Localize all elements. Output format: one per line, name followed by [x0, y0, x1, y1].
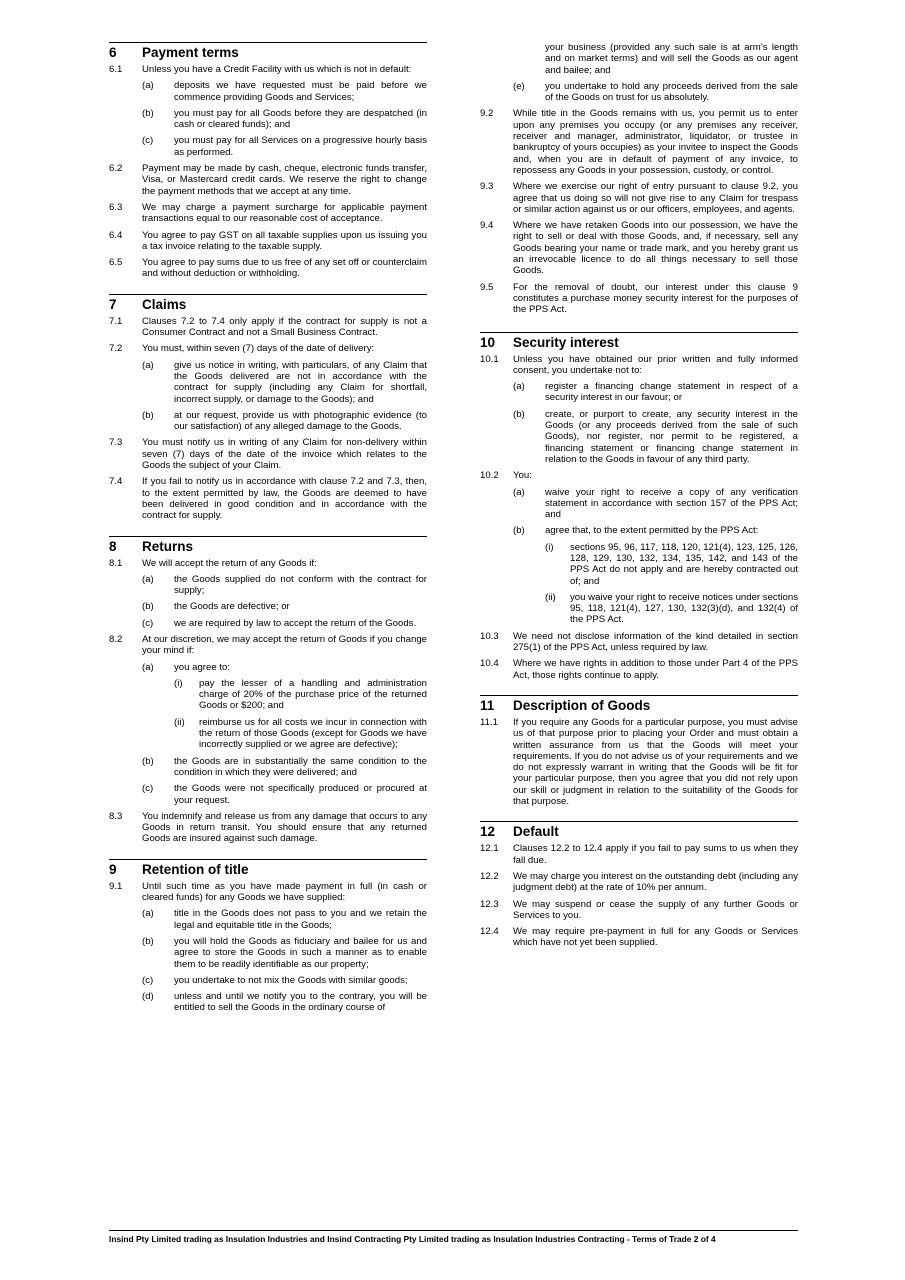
clause-number: (a)	[142, 359, 154, 371]
clause-text: We may charge a payment surcharge for applicable payment transactions equal to our reasonable cost of acceptance.	[142, 201, 427, 225]
clause-text: We may suspend or cease the supply of any further Goods or Services to you.	[513, 898, 798, 921]
section-title: Retention of title	[142, 861, 249, 877]
clause	[480, 181, 798, 215]
clause-number: (ii)	[174, 716, 185, 728]
subclause	[109, 991, 427, 1014]
subclause	[109, 574, 427, 597]
clause-text: Until such time as you have made payment in full (in cash or cleared funds) for any Goods we have supplied:	[142, 880, 427, 904]
section-title: Security interest	[513, 334, 619, 350]
section-title: Description of Goods	[513, 697, 651, 713]
clause-text: For the removal of doubt, our interest under this clause 9 constitutes a purchase money security interest for the purposes of the PPS Act.	[513, 281, 798, 316]
clause-number: (b)	[142, 409, 154, 421]
clause-number: (c)	[142, 783, 154, 795]
clause-text: you agree to:	[174, 661, 231, 673]
subclause	[109, 618, 427, 629]
clause-number: 10.1	[480, 353, 499, 365]
clause-number: 6.3	[109, 201, 123, 213]
clause-number: (a)	[513, 381, 525, 393]
clause-number: 7.1	[109, 315, 123, 327]
clause-number: (a)	[142, 80, 154, 92]
clause-text: you will hold the Goods as fiduciary and bailee for us and agree to store the Goods in such a manner as to enable them to be readily identifiable as our property;	[174, 935, 427, 970]
clause-text: We will accept the return of any Goods if:	[142, 557, 317, 569]
clause-text: deposits we have requested must be paid before we commence providing Goods and Services;	[174, 80, 427, 103]
subclause	[109, 756, 427, 779]
subclause	[480, 81, 798, 104]
clause-number: (d)	[142, 991, 154, 1003]
clause-text: We may require pre-payment in full for any Goods or Services which have not yet been supplied.	[513, 926, 798, 949]
clause-number: 8.1	[109, 557, 123, 569]
clause	[480, 282, 798, 316]
clause-number: (c)	[142, 135, 154, 147]
clause-text: You:	[513, 470, 532, 482]
subclause	[109, 908, 427, 931]
clause	[109, 437, 427, 471]
clause-number: 10.2	[480, 470, 499, 482]
section-heading	[109, 859, 427, 877]
clause-number: 6.5	[109, 257, 123, 269]
clause	[109, 881, 427, 904]
sub-subclause	[109, 678, 427, 712]
clause-text: you must pay for all Services on a progressive hourly basis as performed.	[174, 135, 427, 158]
section-heading	[109, 294, 427, 312]
clause-text: reimburse us for all costs we incur in connection with the return of those Goods (except for Goods we have incorrectly supplied or we agree are defective);	[199, 716, 427, 751]
clause-number: 11.1	[480, 716, 498, 728]
section-number: 9	[109, 861, 117, 877]
clause	[480, 871, 798, 894]
clause-number: (e)	[513, 80, 525, 92]
clause-number: 6.4	[109, 229, 123, 241]
subclause	[109, 410, 427, 433]
subclause	[109, 135, 427, 158]
section-heading	[109, 42, 427, 60]
left-column	[109, 42, 427, 1028]
section-title: Default	[513, 824, 559, 840]
clause-text: you undertake to not mix the Goods with similar goods;	[174, 974, 408, 986]
clause-text: the Goods are in substantially the same condition to the condition in which they were delivered; and	[174, 755, 427, 778]
clause-text: waive your right to receive a copy of any verification statement in accordance with section 157 of the PPS Act; and	[545, 486, 798, 521]
section-number: 7	[109, 296, 117, 312]
clause-number: 12.4	[480, 926, 499, 938]
clause-number: (b)	[142, 107, 154, 119]
clause	[109, 811, 427, 845]
clause-text: create, or purport to create, any security interest in the Goods (or any proceeds derived from the sale of such Goods), nor register, nor permit to be registered, a financing statement or financing change statement in relation to the Goods in favour of any third party.	[545, 408, 798, 465]
section-9	[109, 859, 427, 1014]
clause-text: you undertake to hold any proceeds derived from the sale of the Goods on trust for us absolutely.	[545, 80, 798, 104]
clause	[480, 926, 798, 949]
subclause	[109, 975, 427, 986]
subclause	[109, 80, 427, 103]
subclause	[109, 936, 427, 970]
section-6	[109, 42, 427, 280]
right-column	[480, 42, 798, 963]
clause-text: give us notice in writing, with particulars, of any Claim that the Goods delivered are not in accordance with the contract for supply (including any Claim for shortfall, incorrect supply, or damage to the Goods); and	[174, 359, 427, 405]
subclause	[480, 381, 798, 404]
clause-number: (b)	[513, 525, 525, 537]
clause-continuation: your business (provided any such sale is at arm’s length and on market terms) and will sell the Goods as our agent and bailee; and	[545, 42, 798, 76]
section-7	[109, 294, 427, 522]
clause	[480, 470, 798, 481]
section-9-continued	[480, 42, 798, 316]
clause	[109, 230, 427, 253]
clause-text: Unless you have a Credit Facility with us which is not in default:	[142, 64, 412, 75]
clause-number: (ii)	[545, 591, 556, 603]
clause-number: 10.4	[480, 658, 499, 670]
section-number: 11	[480, 697, 495, 713]
clause-text: Unless you have obtained our prior written and fully informed consent, you undertake not to:	[513, 353, 798, 376]
clause	[109, 163, 427, 197]
clause-number: 6.2	[109, 163, 123, 175]
section-number: 10	[480, 334, 496, 350]
clause-text: at our request, provide us with photographic evidence (to our satisfaction) of any alleged damage to the Goods.	[174, 409, 427, 433]
section-8	[109, 536, 427, 845]
section-title: Returns	[142, 538, 194, 554]
page-footer: Insind Pty Limited trading as Insulation Industries and Insind Contracting Pty Limited trading as Insulation Industries Contracting - Terms of Trade 2 of 4	[109, 1230, 798, 1244]
clause-text: We may charge you interest on the outstanding debt (including any judgment debt) at the rate of 10% per annum.	[513, 870, 798, 894]
section-10	[480, 332, 798, 681]
section-12	[480, 821, 798, 948]
clause-number: 8.2	[109, 633, 123, 645]
clause-number: 12.2	[480, 870, 499, 882]
clause	[480, 717, 798, 807]
clause-number: 7.3	[109, 437, 123, 449]
clause-number: 9.5	[480, 281, 494, 293]
clause-number: (b)	[142, 935, 154, 947]
clause	[480, 354, 798, 377]
section-title: Claims	[142, 296, 187, 312]
clause-text: Where we have rights in addition to those under Part 4 of the PPS Act, those rights continue to apply.	[513, 658, 798, 681]
section-heading	[480, 821, 798, 839]
subclause	[480, 409, 798, 465]
clause-number: 12.3	[480, 898, 499, 910]
clause-text: While title in the Goods remains with us, you permit us to enter upon any premises you occupy (or any premises any receiver, receiver and manager, administrator, liquidator, or trustee in bankruptcy of yours occupies) as your invitee to inspect the Goods and, when you are in default of payment of any invoice, to repossess any Goods in your possession, custody, or control.	[513, 108, 798, 176]
clause-text: Clauses 12.2 to 12.4 apply if you fail to pay sums to us when they fall due.	[513, 843, 798, 866]
clause-text: If you fail to notify us in accordance with clause 7.2 and 7.3, then, to the extent permitted by law, the Goods are deemed to have been delivered in good condition and in accordance with the contract for supply.	[142, 476, 427, 522]
clause	[480, 843, 798, 866]
sub-subclause	[480, 542, 798, 587]
subclause	[480, 525, 798, 536]
subclause	[109, 783, 427, 806]
sub-subclause	[480, 592, 798, 626]
clause-text: Payment may be made by cash, cheque, electronic funds transfer, Visa, or Mastercard credit cards. We reserve the right to change the payment methods that we accept at any time.	[142, 163, 427, 197]
clause-text: the Goods are defective; or	[174, 601, 290, 613]
clause-number: (c)	[142, 974, 154, 986]
subclause	[109, 601, 427, 612]
clause-text: you must pay for all Goods before they are despatched (in cash or cleared funds); and	[174, 107, 427, 131]
clause-text: agree that, to the extent permitted by the PPS Act:	[545, 525, 759, 537]
section-heading	[480, 695, 798, 713]
clause-text: You agree to pay sums due to us free of any set off or counterclaim and without deduction or withholding.	[142, 257, 427, 280]
clause-text: the Goods supplied do not conform with the contract for supply;	[174, 573, 427, 597]
section-11	[480, 695, 798, 807]
clause	[109, 257, 427, 280]
clause-text: You agree to pay GST on all taxable supplies upon us issuing you a tax invoice relating to the taxable supply.	[142, 229, 427, 252]
clause-number: 9.4	[480, 220, 494, 232]
clause-text: sections 95, 96, 117, 118, 120, 121(4), 123, 125, 126, 128, 129, 130, 132, 134, 135, 142, and 143 of the PPS Act do not apply and are hereby contracted out of; and	[570, 541, 798, 587]
clause	[109, 316, 427, 339]
section-title: Payment terms	[142, 45, 239, 60]
clause-number: (c)	[142, 617, 154, 629]
clause-number: 12.1	[480, 843, 499, 855]
clause	[109, 634, 427, 657]
section-heading	[109, 536, 427, 554]
clause-number: 6.1	[109, 64, 123, 75]
clause	[109, 202, 427, 225]
clause	[109, 64, 427, 75]
clause-number: 8.3	[109, 810, 123, 822]
clause-number: 9.3	[480, 181, 494, 193]
clause-text: You must notify us in writing of any Claim for non-delivery within seven (7) days of the date of the invoice which relates to the Goods the subject of your Claim.	[142, 437, 427, 472]
clause	[109, 343, 427, 354]
clause-number: (a)	[142, 661, 154, 673]
clause	[109, 558, 427, 569]
clause-text: the Goods were not specifically produced or procured at your request.	[174, 783, 427, 806]
clause-text: unless and until we notify you to the contrary, you will be entitled to sell the Goods in the ordinary course of	[174, 991, 427, 1014]
clause	[109, 476, 427, 521]
clause-text: title in the Goods does not pass to you and we retain the legal and equitable title in the Goods;	[174, 908, 427, 931]
section-number: 6	[109, 45, 117, 60]
clause	[480, 108, 798, 176]
clause-number: (b)	[142, 755, 154, 767]
clause-text: we are required by law to accept the return of the Goods.	[174, 617, 417, 629]
clause-text: you waive your right to receive notices under sections 95, 118, 121(4), 127, 130, 132(3)(d), and 132(4) of the PPS Act.	[570, 591, 798, 626]
clause-text: Where we have retaken Goods into our possession, we have the right to sell or deal with those Goods, and, if necessary, sell any Goods bearing your name or trade mark, and you hereby grant us an irrevocable licence to do all things necessary to sell those Goods.	[513, 220, 798, 277]
clause-number: 9.1	[109, 880, 123, 892]
clause-text: You must, within seven (7) days of the date of delivery:	[142, 343, 375, 355]
clause-number: 7.4	[109, 476, 123, 488]
clause-number: (i)	[174, 677, 183, 689]
section-number: 12	[480, 824, 496, 840]
clause-number: (i)	[545, 541, 554, 553]
clause-text: You indemnify and release us from any damage that occurs to any Goods in return transit. You should ensure that any returned Goods are insured against such damage.	[142, 810, 427, 845]
clause-text: pay the lesser of a handling and administration charge of 20% of the purchase price of the returned Goods or $200; and	[199, 677, 427, 712]
subclause	[109, 108, 427, 131]
sub-subclause	[109, 717, 427, 751]
clause-text: register a financing change statement in respect of a security interest in our favour; or	[545, 381, 798, 404]
subclause	[109, 360, 427, 405]
subclause	[480, 487, 798, 521]
clause-text: We need not disclose information of the kind detailed in section 275(1) of the PPS Act, unless required by law.	[513, 630, 798, 654]
clause-number: 10.3	[480, 630, 499, 642]
clause-number: 7.2	[109, 343, 123, 355]
clause-number: (a)	[142, 573, 154, 585]
section-number: 8	[109, 538, 117, 554]
clause-number: 9.2	[480, 108, 494, 120]
clause-text: At our discretion, we may accept the return of Goods if you change your mind if:	[142, 633, 427, 657]
section-heading	[480, 332, 798, 350]
clause-text: If you require any Goods for a particular purpose, you must advise us of that purpose prior to placing your Order and must obtain a written assurance from us that the Goods will meet your requirements. If you do not advise us of your requirements and we do not expressly warrant in writing that the Goods will be fit for your particular purpose, then you agree that you did not rely upon our skill or judgment in relation to the suitability of the Goods for that purpose.	[513, 716, 798, 808]
clause	[480, 658, 798, 681]
subclause	[109, 662, 427, 673]
clause-number: (b)	[142, 601, 154, 613]
clause-text: Clauses 7.2 to 7.4 only apply if the contract for supply is not a Consumer Contract and not a Small Business Contract.	[142, 315, 427, 339]
clause-number: (b)	[513, 408, 525, 420]
clause-number: (a)	[513, 486, 525, 498]
clause	[480, 631, 798, 654]
clause	[480, 899, 798, 922]
clause-number: (a)	[142, 908, 154, 920]
clause-text: Where we exercise our right of entry pursuant to clause 9.2, you agree that us doing so will not give rise to any Claim for trespass or similar action against us or our officers, employees, and agents.	[513, 181, 798, 215]
clause	[480, 220, 798, 276]
